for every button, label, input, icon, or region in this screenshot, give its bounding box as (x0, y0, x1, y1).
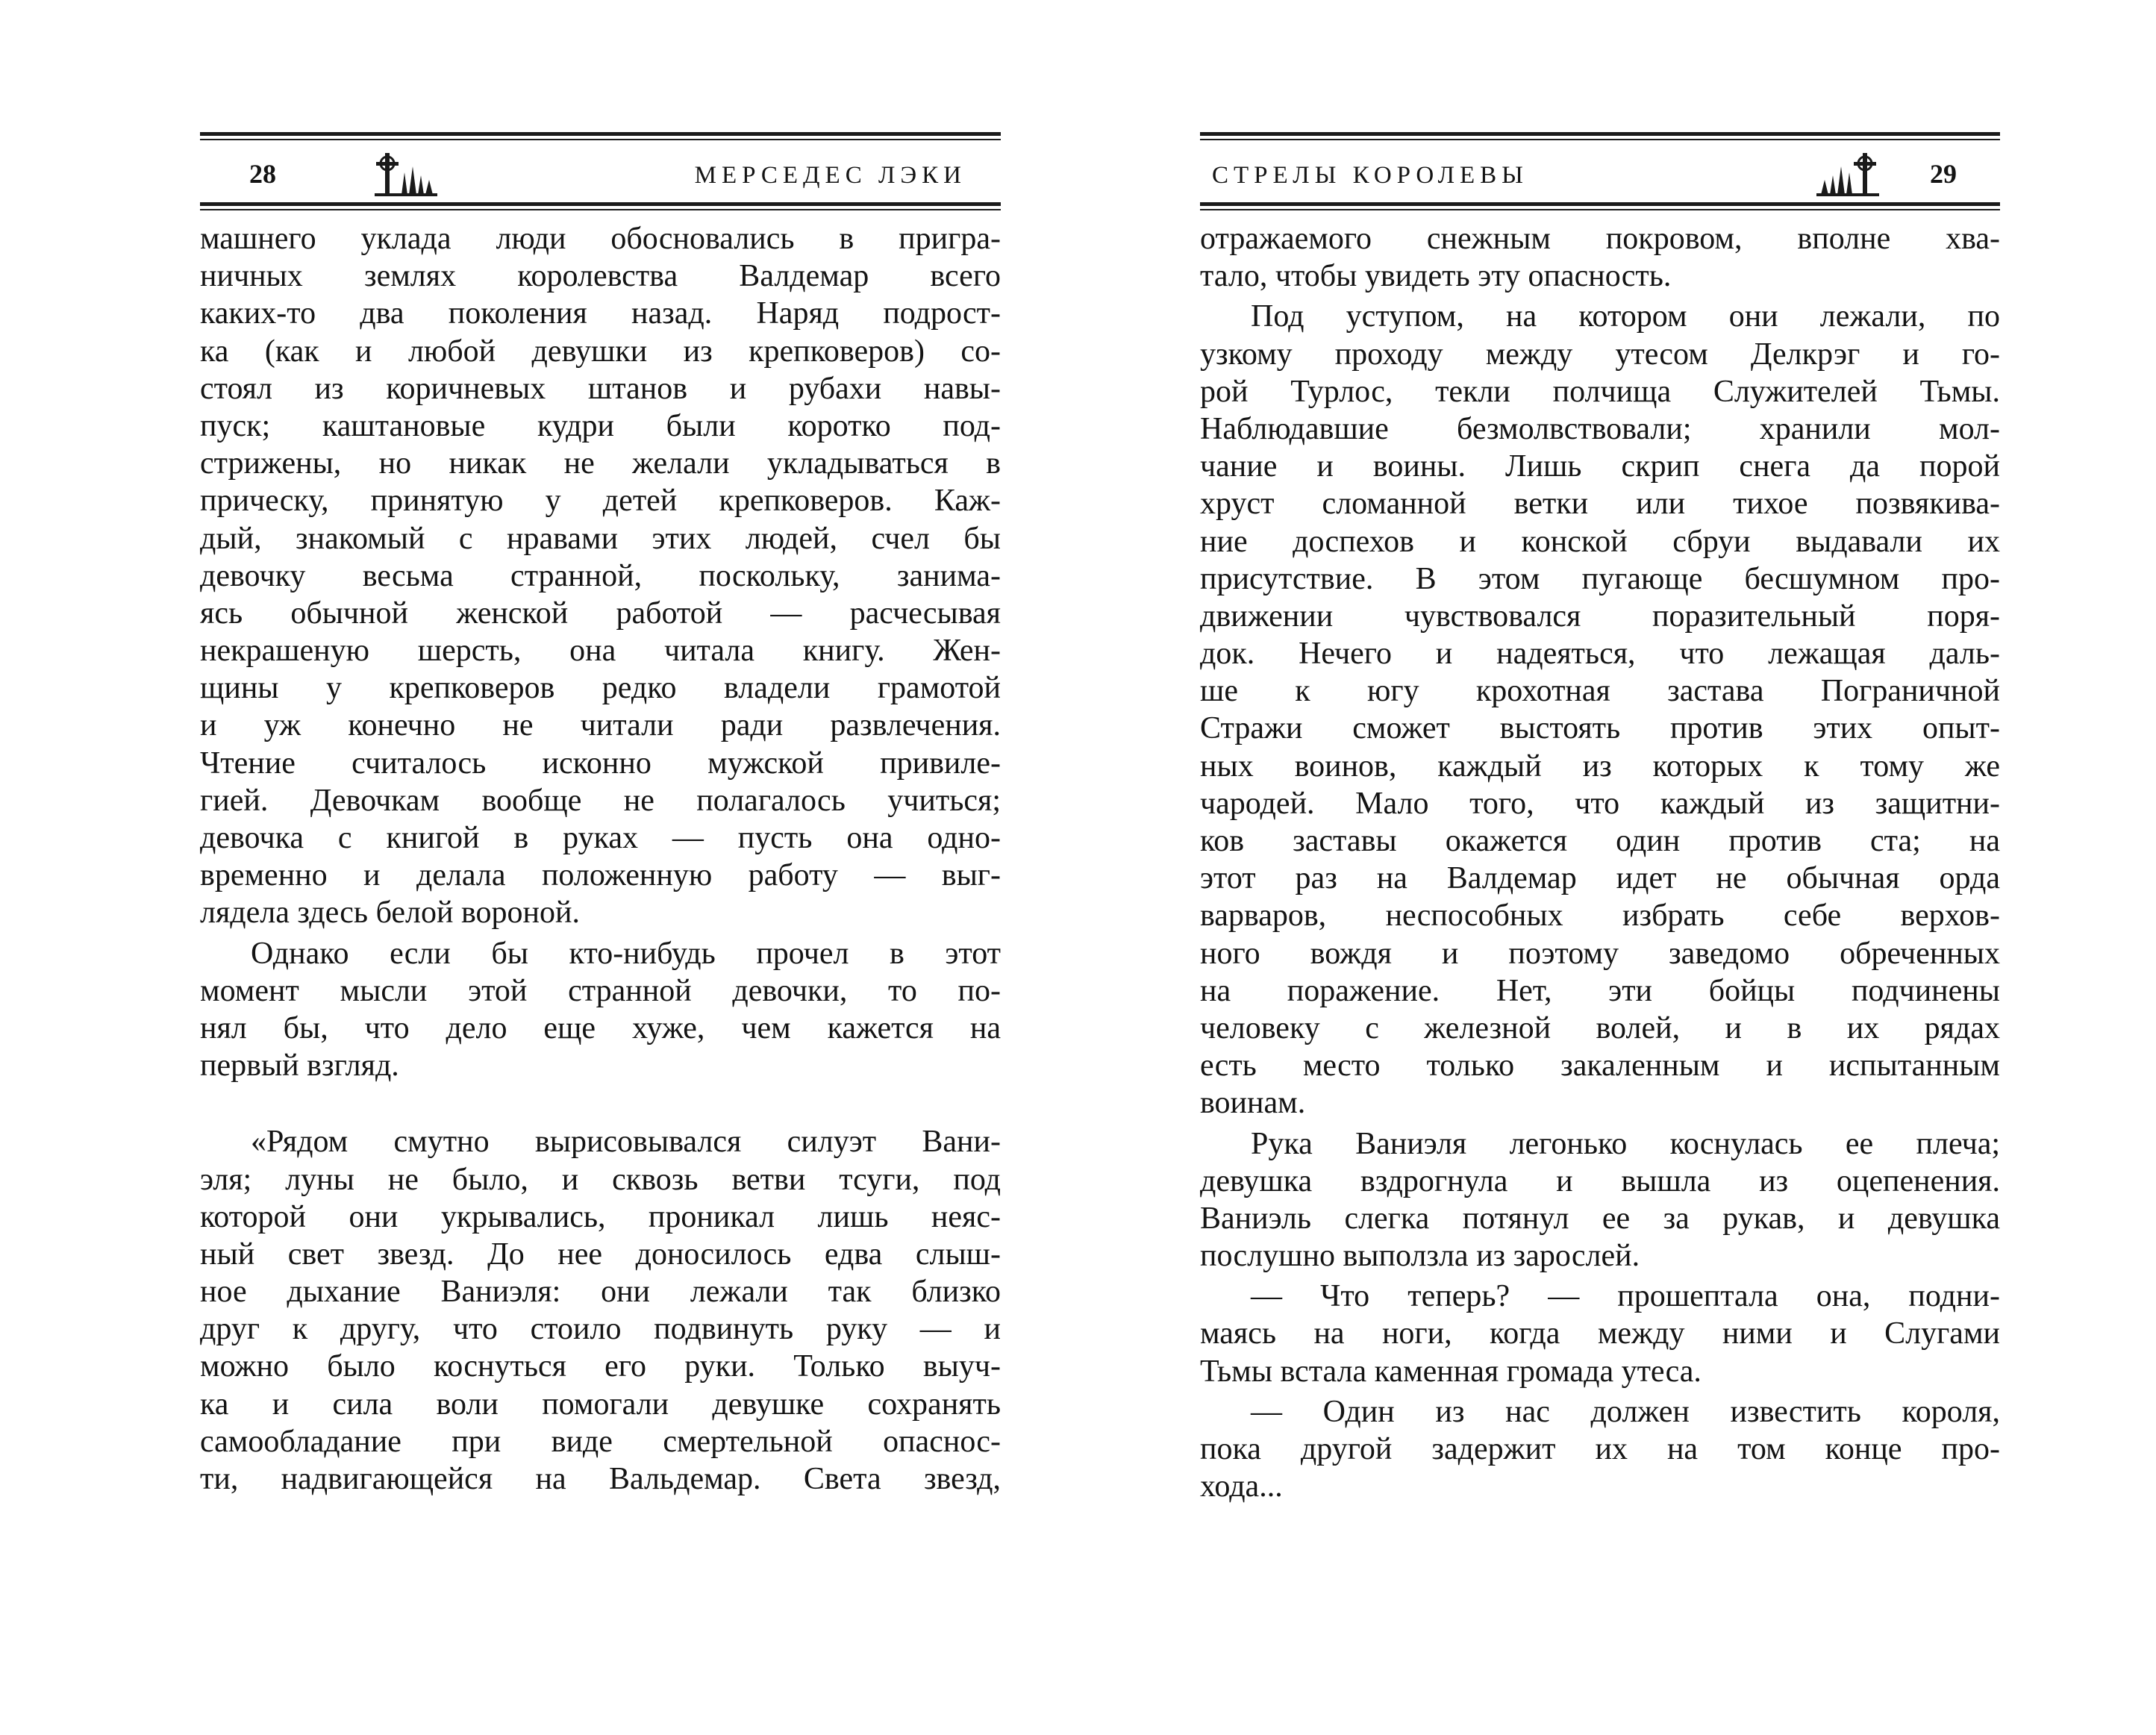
left-page (200, 131, 1001, 1498)
towers-cross-ornament-icon (1807, 150, 1882, 199)
text-line: присутствие. В этом пугающе бесшумном про- (1200, 561, 2000, 596)
text-line: маясь на ноги, когда между ними и Слугами (1200, 1316, 2000, 1351)
text-line: самообладание при виде смертельной опаснос- (200, 1424, 1001, 1459)
text-line: и уж конечно не читали ради развлечения. (200, 708, 1001, 743)
text-line: ного вождя и поэтому заведомо обреченных (1200, 936, 2000, 971)
text-line: нял бы, что дело еще хуже, чем кажется на (200, 1010, 1001, 1045)
text-line: дый, знакомый с нравами этих людей, счел бы (200, 521, 1001, 556)
text-line: ка (как и любой девушки из крепковеров) со- (200, 334, 1001, 369)
text-line: ков заставы окажется один против ста; на (1200, 824, 2000, 858)
header-rule-bottom (1200, 202, 2000, 210)
left-page-number: 28 (249, 159, 276, 189)
text-line: Наблюдавшие безмолвствовали; хранили мол- (1200, 411, 2000, 446)
text-line: человеку с железной волей, и в их рядах (1200, 1010, 2000, 1045)
text-line: стоял из коричневых штанов и рубахи навы- (200, 371, 1001, 406)
text-line: пуск; каштановые кудри были коротко под- (200, 408, 1001, 443)
text-line: ный свет звезд. До нее доносилось едва слыш- (200, 1237, 1001, 1272)
text-line: чародей. Мало того, что каждый из защитни- (1200, 786, 2000, 821)
text-line: — Один из нас должен известить короля, (1251, 1394, 2000, 1429)
right-page-number: 29 (1930, 159, 1957, 189)
text-line: чание и воины. Лишь скрип снега да порой (1200, 449, 2000, 484)
right-page-body (1200, 220, 2000, 1505)
text-line: момент мысли этой странной девочки, то по- (200, 973, 1001, 1008)
text-line: каких-то два поколения назад. Наряд подрост- (200, 296, 1001, 331)
text-line: док. Нечего и надеяться, что лежащая даль- (1200, 637, 2000, 672)
text-line: эля; луны не было, и сквозь ветви тсуги, под (200, 1162, 1001, 1197)
text-line: Рука Ваниэля легонько коснулась ее плеча; (1251, 1126, 2000, 1161)
text-line: на поражение. Нет, эти бойцы подчинены (1200, 973, 2000, 1008)
text-line: гией. Девочкам вообще не полагалось учиться; (200, 783, 1001, 818)
text-line: первый взгляд. (200, 1048, 399, 1084)
text-line: девочка с книгой в руках — пусть она одно- (200, 821, 1001, 855)
text-line: ка и сила воли помогали девушке сохранять (200, 1387, 1001, 1422)
text-line: ничных землях королевства Валдемар всего (200, 259, 1001, 294)
text-line: Однако если бы кто-нибудь прочел в этот (251, 936, 1001, 971)
text-line: можно было коснуться его руки. Только выуч- (200, 1349, 1001, 1384)
cross-towers-ornament-icon (372, 150, 446, 199)
left-running-title: МЕРСЕДЕС ЛЭКИ (694, 162, 966, 189)
right-running-title: СТРЕЛЫ КОРОЛЕВЫ (1212, 162, 1528, 189)
text-line: Тьмы встала каменная громада утеса. (1200, 1354, 1702, 1389)
text-line: прическу, принятую у детей крепковеров. Каж- (200, 484, 1001, 519)
right-page-header (1200, 131, 2000, 214)
text-line: — Что теперь? — прошептала она, подни- (1251, 1279, 2000, 1314)
text-line: лядела здесь белой вороной. (200, 895, 580, 931)
header-rule-top (1200, 132, 2000, 140)
text-line: машнего уклада люди обосновались в пригра- (200, 222, 1001, 256)
text-line: есть место только закаленным и испытанным (1200, 1048, 2000, 1084)
text-line: варваров, неспособных избрать себе верхов- (1200, 898, 2000, 934)
text-line: узкому проходу между утесом Делкрэг и го- (1200, 337, 2000, 372)
text-line: девочку весьма странной, поскольку, занима- (200, 558, 1001, 593)
text-line: щины у крепковеров редко владели грамотой (200, 671, 1001, 706)
text-line: некрашеную шерсть, она читала книгу. Жен- (200, 634, 1001, 669)
text-line: Чтение считалось исконно мужской привиле- (200, 745, 1001, 781)
text-line: Ваниэль слегка потянул ее за рукав, и девушка (1200, 1201, 2000, 1236)
left-page-header (200, 131, 1001, 214)
text-line: хода... (1200, 1469, 1283, 1504)
text-line: ясь обычной женской работой — расчесывая (200, 595, 1001, 631)
header-rule-top (200, 132, 1001, 140)
text-line: ше к югу крохотная застава Пограничной (1200, 674, 2000, 709)
text-line: движении чувствовался поразительный поря- (1200, 598, 2000, 634)
text-line: стрижены, но никак не желали укладываться в (200, 446, 1001, 481)
text-line: отражаемого снежным покровом, вполне хва- (1200, 222, 2000, 256)
text-line: ных воинов, каждый из которых к тому же (1200, 748, 2000, 784)
right-page (1200, 131, 2000, 1505)
text-line: пока другой задержит их на том конце про- (1200, 1432, 2000, 1466)
text-line: ное дыхание Ваниэля: они лежали так близко (200, 1275, 1001, 1310)
header-rule-bottom (200, 202, 1001, 210)
text-line: временно и делала положенную работу — выг- (200, 858, 1001, 893)
text-line: послушно выползла из зарослей. (1200, 1239, 1640, 1274)
text-line: хруст сломанной ветки или тихое позвякива- (1200, 487, 2000, 522)
text-line: Под уступом, на котором они лежали, по (1251, 299, 2000, 334)
text-line: «Рядом смутно вырисовывался силуэт Вани- (251, 1125, 1001, 1160)
text-line: ние доспехов и конской сбруи выдавали их (1200, 524, 2000, 559)
text-line: которой они укрывались, проникал лишь неяс- (200, 1199, 1001, 1234)
text-line: этот раз на Валдемар идет не обычная орда (1200, 861, 2000, 896)
text-line: девушка вздрогнула и вышла из оцепенения. (1200, 1163, 2000, 1198)
text-line: тало, чтобы увидеть эту опасность. (1200, 259, 1672, 294)
text-line: воинам. (1200, 1086, 1306, 1121)
left-page-body (200, 220, 1001, 1498)
text-line: рой Турлос, текли полчища Служителей Тьмы. (1200, 374, 2000, 409)
text-line: друг к другу, что стоило подвинуть руку — и (200, 1312, 1001, 1347)
text-line: Стражи сможет выстоять против этих опыт- (1200, 711, 2000, 746)
text-line: ти, надвигающейся на Вальдемар. Света звезд, (200, 1462, 1001, 1496)
